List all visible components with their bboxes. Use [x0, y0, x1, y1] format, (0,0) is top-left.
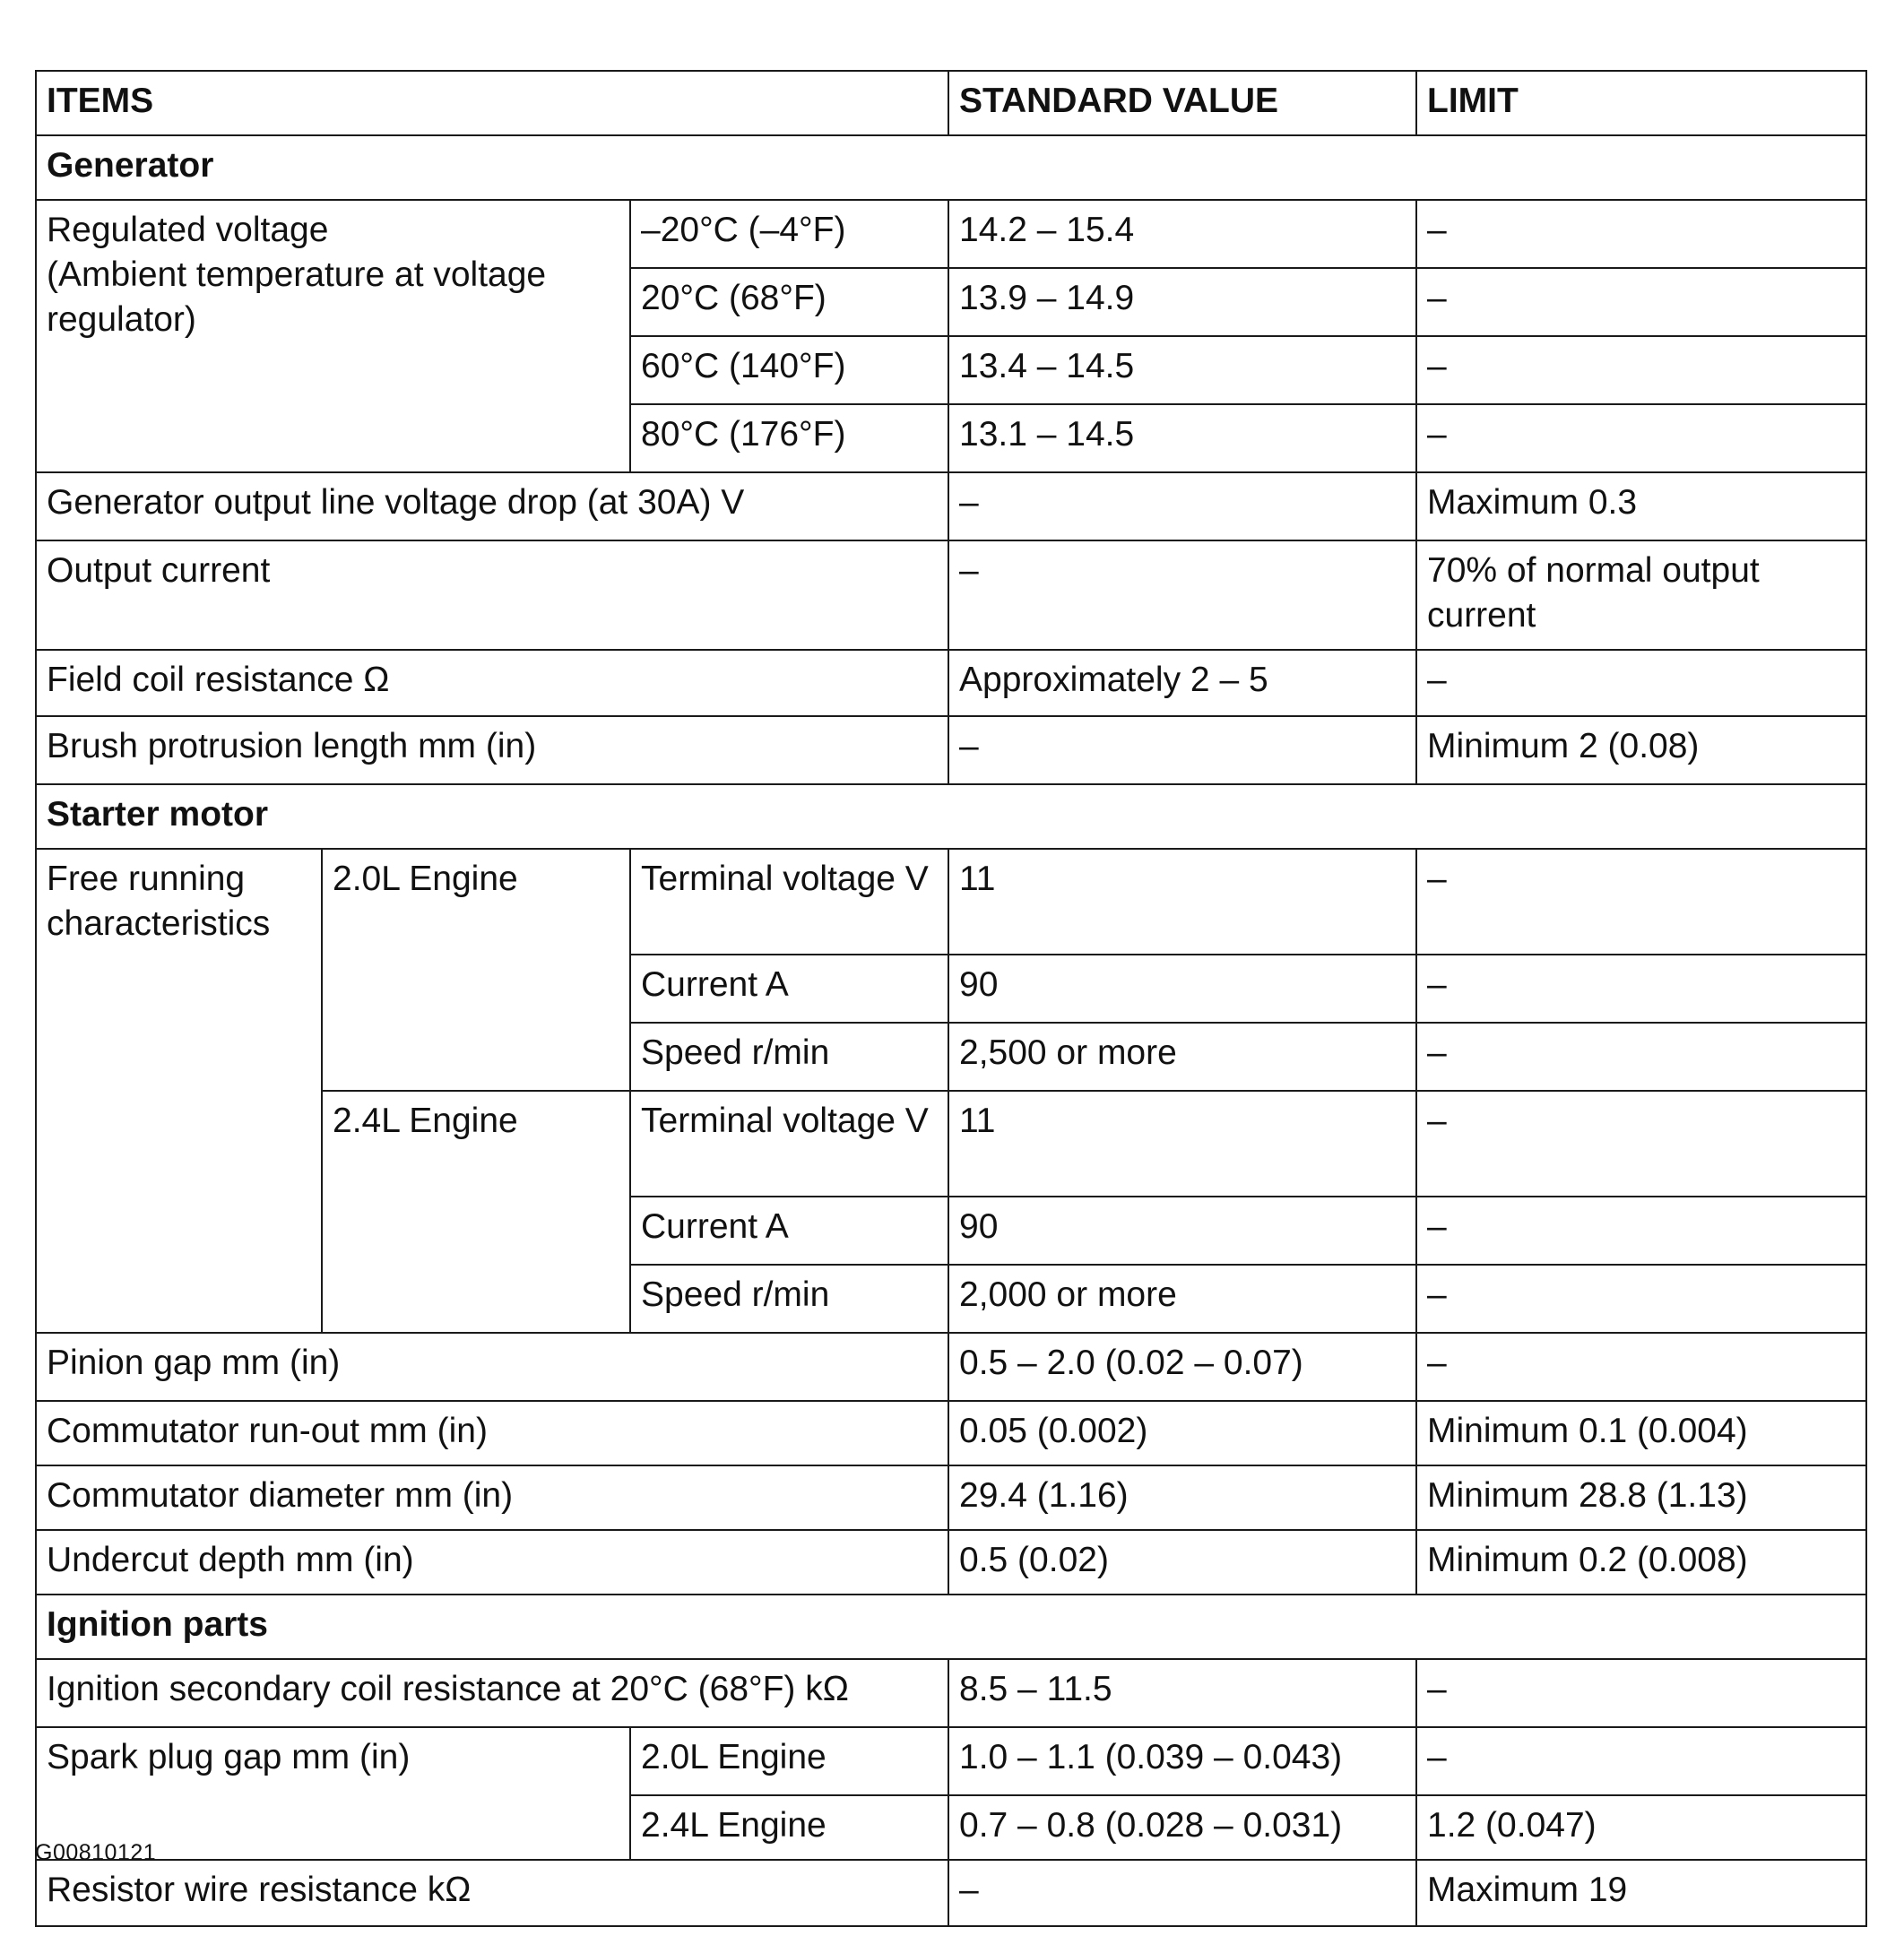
limit-cell: – — [1416, 336, 1866, 404]
standard-value-cell: 0.05 (0.002) — [948, 1401, 1416, 1465]
limit-cell: – — [1416, 1265, 1866, 1333]
parameter-cell: Current A — [630, 955, 948, 1023]
table-row — [36, 1727, 1866, 1795]
limit-cell: – — [1416, 200, 1866, 268]
limit-cell: – — [1416, 1659, 1866, 1727]
section-title: Starter motor — [36, 784, 1866, 849]
figure-code: G00810121 — [35, 1840, 157, 1865]
standard-value-cell: 2,000 or more — [948, 1265, 1416, 1333]
limit-cell: Minimum 0.1 (0.004) — [1416, 1401, 1866, 1465]
item-cell: Ignition secondary coil resistance at 20°C (68°F) kΩ — [36, 1659, 948, 1727]
standard-value-cell: 11 — [948, 849, 1416, 955]
table-row — [36, 716, 1866, 784]
section-starter-motor — [36, 784, 1866, 849]
table-row — [36, 849, 1866, 955]
limit-cell: Minimum 0.2 (0.008) — [1416, 1530, 1866, 1595]
standard-value-cell: – — [948, 716, 1416, 784]
table-row — [36, 1659, 1866, 1727]
spark-plug-gap-label: Spark plug gap mm (in) — [36, 1727, 630, 1860]
table-row — [36, 472, 1866, 540]
standard-value-cell: 13.9 – 14.9 — [948, 268, 1416, 336]
section-title: Generator — [36, 135, 1866, 200]
standard-value-cell: 0.7 – 0.8 (0.028 – 0.031) — [948, 1795, 1416, 1860]
free-running-label: Free running characteristics — [36, 849, 322, 1333]
standard-value-cell: Approximately 2 – 5 — [948, 650, 1416, 716]
item-cell: Commutator run-out mm (in) — [36, 1401, 948, 1465]
standard-value-cell: 13.1 – 14.5 — [948, 404, 1416, 472]
condition-cell: 60°C (140°F) — [630, 336, 948, 404]
specifications-table — [35, 70, 1867, 1927]
parameter-cell: Terminal voltage V — [630, 1091, 948, 1197]
table-row — [36, 650, 1866, 716]
table-row — [36, 200, 1866, 268]
limit-cell: Maximum 0.3 — [1416, 472, 1866, 540]
condition-cell: 80°C (176°F) — [630, 404, 948, 472]
limit-cell: – — [1416, 650, 1866, 716]
standard-value-cell: 0.5 (0.02) — [948, 1530, 1416, 1595]
table-row — [36, 1333, 1866, 1401]
standard-value-cell: – — [948, 472, 1416, 540]
item-cell: Resistor wire resistance kΩ — [36, 1860, 948, 1926]
item-cell: Generator output line voltage drop (at 30A) V — [36, 472, 948, 540]
item-cell: Output current — [36, 540, 948, 650]
limit-cell: 1.2 (0.047) — [1416, 1795, 1866, 1860]
parameter-cell: Speed r/min — [630, 1265, 948, 1333]
parameter-cell: Speed r/min — [630, 1023, 948, 1091]
limit-cell: – — [1416, 955, 1866, 1023]
engine-cell: 2.0L Engine — [630, 1727, 948, 1795]
standard-value-cell: 11 — [948, 1091, 1416, 1197]
limit-cell: – — [1416, 1091, 1866, 1197]
condition-cell: 20°C (68°F) — [630, 268, 948, 336]
limit-cell: – — [1416, 1197, 1866, 1265]
section-generator — [36, 135, 1866, 200]
condition-cell: –20°C (–4°F) — [630, 200, 948, 268]
limit-cell: Maximum 19 — [1416, 1860, 1866, 1926]
standard-value-cell: 8.5 – 11.5 — [948, 1659, 1416, 1727]
standard-value-cell: – — [948, 1860, 1416, 1926]
section-ignition-parts — [36, 1595, 1866, 1659]
table-row — [36, 1860, 1866, 1926]
header-row — [36, 71, 1866, 135]
item-cell: Commutator diameter mm (in) — [36, 1465, 948, 1530]
table-row — [36, 540, 1866, 650]
limit-cell: – — [1416, 404, 1866, 472]
parameter-cell: Current A — [630, 1197, 948, 1265]
header-items: ITEMS — [36, 71, 948, 135]
table-row — [36, 1401, 1866, 1465]
standard-value-cell: 13.4 – 14.5 — [948, 336, 1416, 404]
item-cell: Pinion gap mm (in) — [36, 1333, 948, 1401]
limit-cell: – — [1416, 1727, 1866, 1795]
limit-cell: – — [1416, 268, 1866, 336]
item-cell: Field coil resistance Ω — [36, 650, 948, 716]
standard-value-cell: 29.4 (1.16) — [948, 1465, 1416, 1530]
limit-cell: – — [1416, 1023, 1866, 1091]
standard-value-cell: 90 — [948, 955, 1416, 1023]
limit-cell: 70% of normal output current — [1416, 540, 1866, 650]
standard-value-cell: 2,500 or more — [948, 1023, 1416, 1091]
standard-value-cell: 0.5 – 2.0 (0.02 – 0.07) — [948, 1333, 1416, 1401]
table-row — [36, 1465, 1866, 1530]
regulated-voltage-label: Regulated voltage (Ambient temperature at voltage regulator) — [36, 200, 630, 472]
limit-cell: – — [1416, 849, 1866, 955]
table-row — [36, 1530, 1866, 1595]
standard-value-cell: 90 — [948, 1197, 1416, 1265]
limit-cell: Minimum 28.8 (1.13) — [1416, 1465, 1866, 1530]
item-cell: Undercut depth mm (in) — [36, 1530, 948, 1595]
parameter-cell: Terminal voltage V — [630, 849, 948, 955]
engine-cell: 2.0L Engine — [322, 849, 630, 1091]
engine-cell: 2.4L Engine — [630, 1795, 948, 1860]
limit-cell: – — [1416, 1333, 1866, 1401]
item-cell: Brush protrusion length mm (in) — [36, 716, 948, 784]
standard-value-cell: – — [948, 540, 1416, 650]
limit-cell: Minimum 2 (0.08) — [1416, 716, 1866, 784]
section-title: Ignition parts — [36, 1595, 1866, 1659]
standard-value-cell: 1.0 – 1.1 (0.039 – 0.043) — [948, 1727, 1416, 1795]
engine-cell: 2.4L Engine — [322, 1091, 630, 1333]
standard-value-cell: 14.2 – 15.4 — [948, 200, 1416, 268]
header-limit: LIMIT — [1416, 71, 1866, 135]
header-standard-value: STANDARD VALUE — [948, 71, 1416, 135]
